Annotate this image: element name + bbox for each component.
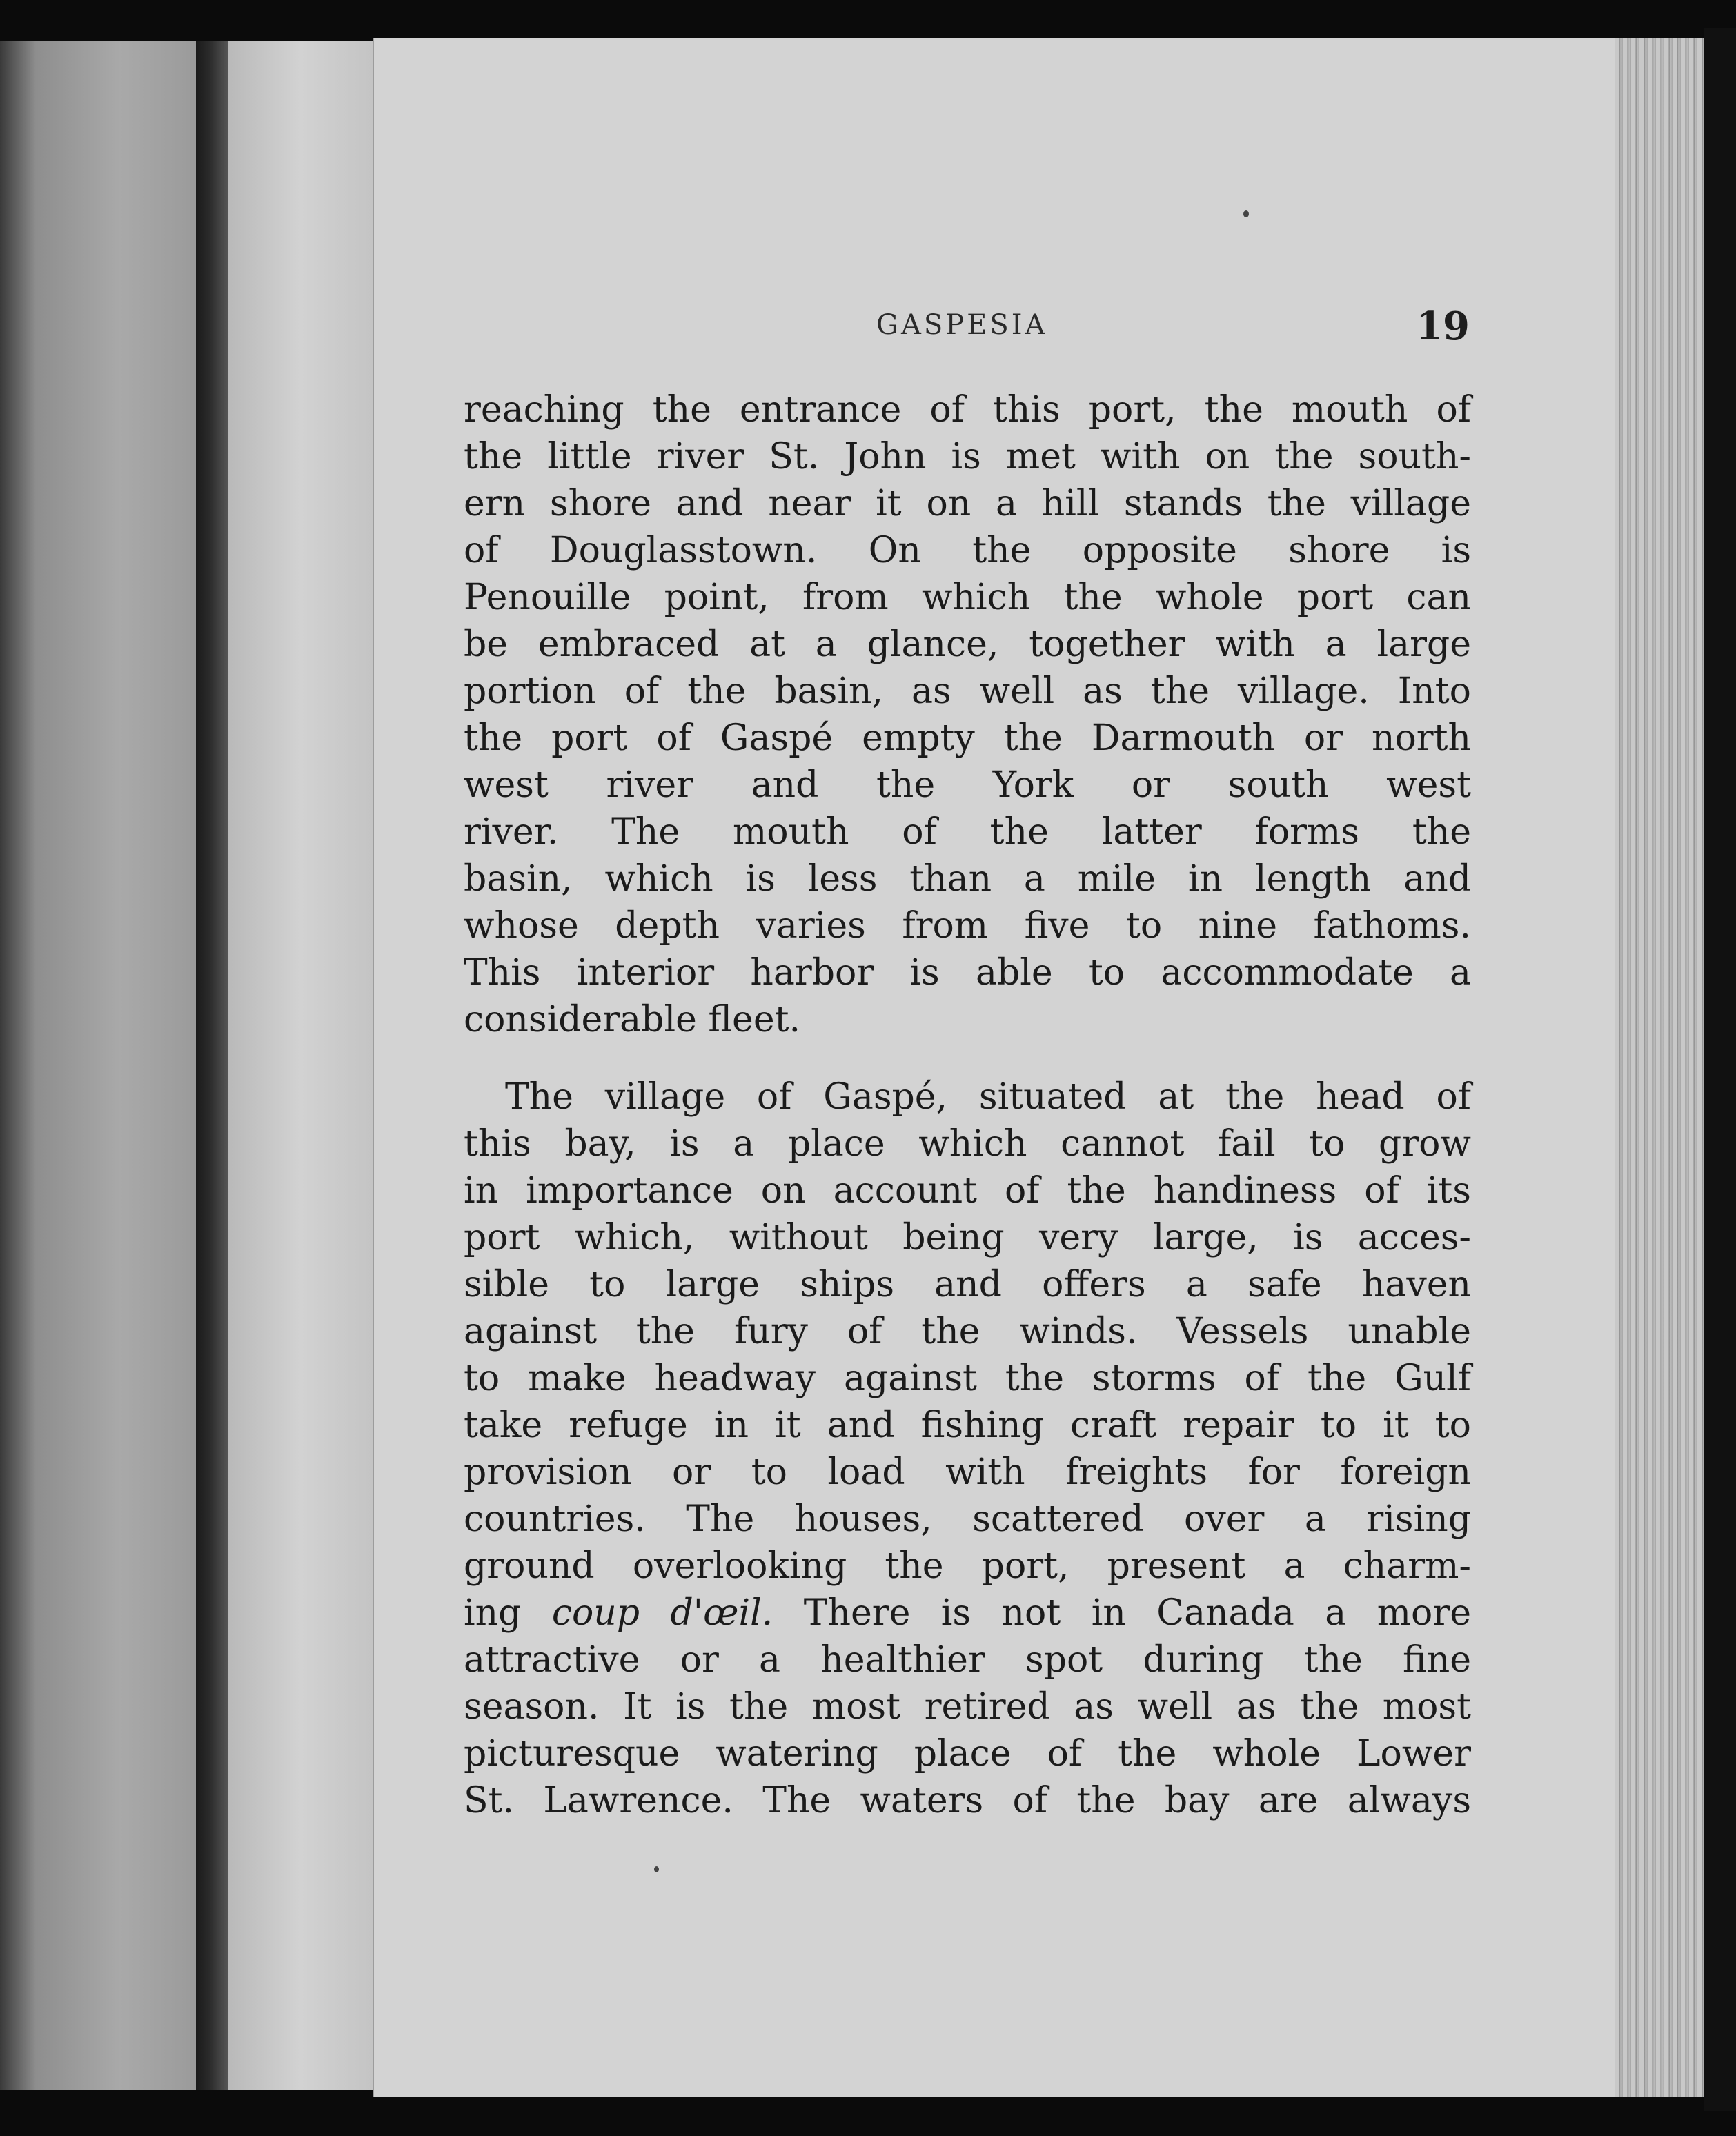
text-line: in importance on account of the handiness of its — [464, 1170, 1471, 1212]
text-line: port which, without being very large, is acces- — [464, 1217, 1471, 1258]
italic-phrase: coup d'œil. — [551, 1592, 773, 1634]
paragraph-2 — [464, 1074, 1471, 1824]
text-line: The village of Gaspé, situated at the head of — [505, 1076, 1471, 1118]
running-head: GASPESIA — [876, 309, 1048, 341]
text-line: this bay, is a place which cannot fail to grow — [464, 1123, 1471, 1165]
page-header — [462, 304, 1470, 366]
text-line: portion of the basin, as well as the village. Into — [464, 671, 1471, 712]
text-line: Penouille point, from which the whole port can — [464, 577, 1471, 618]
text-line: ern shore and near it on a hill stands the village — [464, 483, 1471, 524]
text-line: the little river St. John is met with on the south- — [464, 436, 1471, 477]
text-line: west river and the York or south west — [464, 764, 1471, 806]
page-number: 19 — [1416, 304, 1470, 349]
text-line: countries. The houses, scattered over a rising — [464, 1499, 1471, 1540]
text-line: season. It is the most retired as well as the most — [464, 1686, 1471, 1728]
text-line: be embraced at a glance, together with a large — [464, 624, 1471, 665]
text-line: to make headway against the storms of the Gulf — [464, 1358, 1471, 1399]
gutter-shadow — [196, 41, 228, 2090]
text-line: whose depth varies from five to nine fathoms. — [464, 905, 1471, 947]
text-line: ing coup d'œil. There is not in Canada a more — [464, 1592, 1471, 1634]
text-line: St. Lawrence. The waters of the bay are always — [464, 1780, 1471, 1821]
speck — [654, 1866, 659, 1872]
text-line: attractive or a healthier spot during the fine — [464, 1639, 1471, 1681]
text-line: the port of Gaspé empty the Darmouth or north — [464, 718, 1471, 759]
text-line: basin, which is less than a mile in length and — [464, 858, 1471, 900]
paragraph-1 — [464, 386, 1471, 1043]
gutter-band — [228, 41, 373, 2090]
body-text — [464, 386, 1471, 1824]
text-line: river. The mouth of the latter forms the — [464, 811, 1471, 853]
text-line: picturesque watering place of the whole Lower — [464, 1733, 1471, 1774]
text-line: provision or to load with freights for foreign — [464, 1452, 1471, 1493]
text-line: sible to large ships and offers a safe haven — [464, 1264, 1471, 1305]
paragraph-gap — [464, 1043, 1471, 1074]
speck — [1243, 210, 1249, 217]
text-line: considerable fleet. — [464, 999, 801, 1040]
page-edges — [1615, 38, 1704, 2097]
text-line: This interior harbor is able to accommodate a — [464, 952, 1471, 993]
text-line: of Douglasstown. On the opposite shore is — [464, 530, 1471, 571]
left-facing-leaf — [0, 41, 200, 2090]
text-line: ground overlooking the port, present a charm- — [464, 1545, 1471, 1587]
text-line: against the fury of the winds. Vessels unable — [464, 1311, 1471, 1352]
text-line: take refuge in it and fishing craft repair to it to — [464, 1405, 1471, 1446]
scan-border — [1704, 28, 1736, 2111]
text-line: reaching the entrance of this port, the mouth of — [464, 389, 1471, 431]
